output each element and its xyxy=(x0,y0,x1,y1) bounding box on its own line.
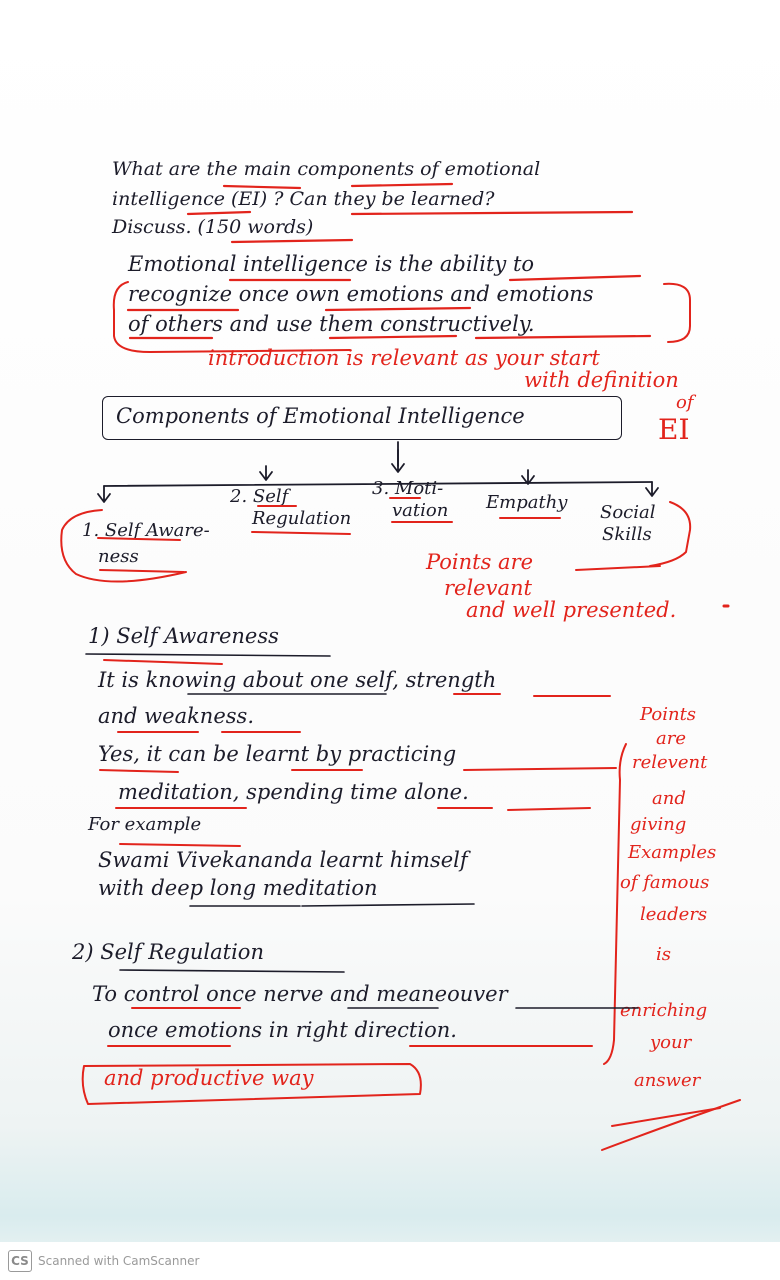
underline xyxy=(508,808,590,810)
comment-examples-line-10: enriching xyxy=(620,1000,708,1021)
comment-examples-line-11: your xyxy=(650,1032,692,1053)
underline xyxy=(120,970,344,972)
section-1-line-1: It is knowing about one self, strength xyxy=(98,668,497,692)
diagram-item-5-line-2: Skills xyxy=(602,524,652,545)
diagram-title: Components of Emotional Intelligence xyxy=(116,404,525,428)
underline xyxy=(330,336,456,338)
bracket xyxy=(650,502,690,566)
section-1-line-4: meditation, spending time alone. xyxy=(118,780,469,804)
diagram-item-5-line-1: Social xyxy=(600,502,656,523)
tree-branch xyxy=(522,470,534,484)
question-line-1: What are the main components of emotional xyxy=(112,158,541,180)
section-2-line-2: once emotions in right direction. xyxy=(108,1018,457,1042)
underline xyxy=(232,240,352,242)
diagram-item-3-line-1: 3. Moti- xyxy=(372,478,444,499)
underline xyxy=(476,336,650,338)
comment-examples-line-1: Points xyxy=(640,704,697,725)
diagram-item-3-line-2: vation xyxy=(392,500,449,521)
diagram-item-2-line-1: 2. Self xyxy=(230,486,289,507)
intro-line-1: Emotional intelligence is the ability to xyxy=(128,252,535,276)
underline xyxy=(602,1100,740,1150)
underline xyxy=(120,844,240,846)
question-line-3: Discuss. (150 words) xyxy=(112,216,314,238)
underline xyxy=(352,184,452,186)
scanner-footer xyxy=(0,1242,780,1280)
camscanner-logo: CS xyxy=(8,1250,32,1272)
comment-examples-line-8: leaders xyxy=(640,904,708,925)
diagram-item-4-line-1: Empathy xyxy=(486,492,568,513)
tree-branch xyxy=(646,482,658,496)
comment-intro-line-1: introduction is relevant as your start xyxy=(208,346,600,370)
comment-examples-line-5: giving xyxy=(630,814,687,835)
diagram-item-1-line-2: ness xyxy=(98,546,139,567)
tree-branch xyxy=(98,486,110,502)
underline xyxy=(104,660,222,664)
section-2-heading: 2) Self Regulation xyxy=(72,940,264,964)
section-1-line-5: For example xyxy=(88,814,202,835)
comment-intro-line-3: of xyxy=(676,392,694,413)
underline xyxy=(576,566,660,570)
underline xyxy=(510,276,640,280)
underline xyxy=(612,1108,720,1126)
comment-intro-line-4: EI xyxy=(658,413,690,446)
comment-points-line-2: relevant xyxy=(444,576,532,600)
comment-examples-line-9: is xyxy=(656,944,671,965)
underline xyxy=(352,212,632,214)
diagram-item-1-line-1: 1. Self Aware- xyxy=(82,520,210,541)
tree-branch xyxy=(260,466,272,480)
underline xyxy=(100,570,184,572)
section-1-line-2: and weakness. xyxy=(98,704,254,728)
underline xyxy=(302,904,474,906)
comment-points-line-3: and well presented. xyxy=(466,598,677,622)
underline xyxy=(188,212,250,214)
comment-examples-line-2: are xyxy=(656,728,686,749)
section-2-line-3: and productive way xyxy=(104,1066,314,1090)
comment-examples-line-6: Examples xyxy=(628,842,717,863)
underline xyxy=(100,770,178,772)
question-line-2: intelligence (EI) ? Can they be learned? xyxy=(112,188,495,210)
scanner-watermark-text: Scanned with CamScanner xyxy=(38,1254,200,1268)
comment-examples-line-4: and xyxy=(652,788,686,809)
intro-line-2: recognize once own emotions and emotions xyxy=(128,282,594,306)
comment-examples-line-12: answer xyxy=(634,1070,701,1091)
underline xyxy=(464,768,616,770)
intro-line-3: of others and use them constructively. xyxy=(128,312,535,336)
section-1-line-6: Swami Vivekananda learnt himself xyxy=(98,848,468,872)
section-2-line-1: To control once nerve and meaneouver xyxy=(92,982,508,1006)
diagram-item-2-line-2: Regulation xyxy=(252,508,352,529)
comment-points-line-1: Points are xyxy=(426,550,534,574)
section-1-heading: 1) Self Awareness xyxy=(88,624,279,648)
section-1-line-3: Yes, it can be learnt by practicing xyxy=(98,742,457,766)
section-1-line-7: with deep long meditation xyxy=(98,876,378,900)
tree-branch xyxy=(392,450,404,472)
bracket xyxy=(664,284,690,342)
underline xyxy=(252,532,350,534)
comment-examples-line-7: of famous xyxy=(620,872,710,893)
underline xyxy=(326,308,470,310)
comment-intro-line-2: with definition xyxy=(524,368,679,392)
underline xyxy=(86,654,330,656)
comment-examples-line-3: relevent xyxy=(632,752,708,773)
